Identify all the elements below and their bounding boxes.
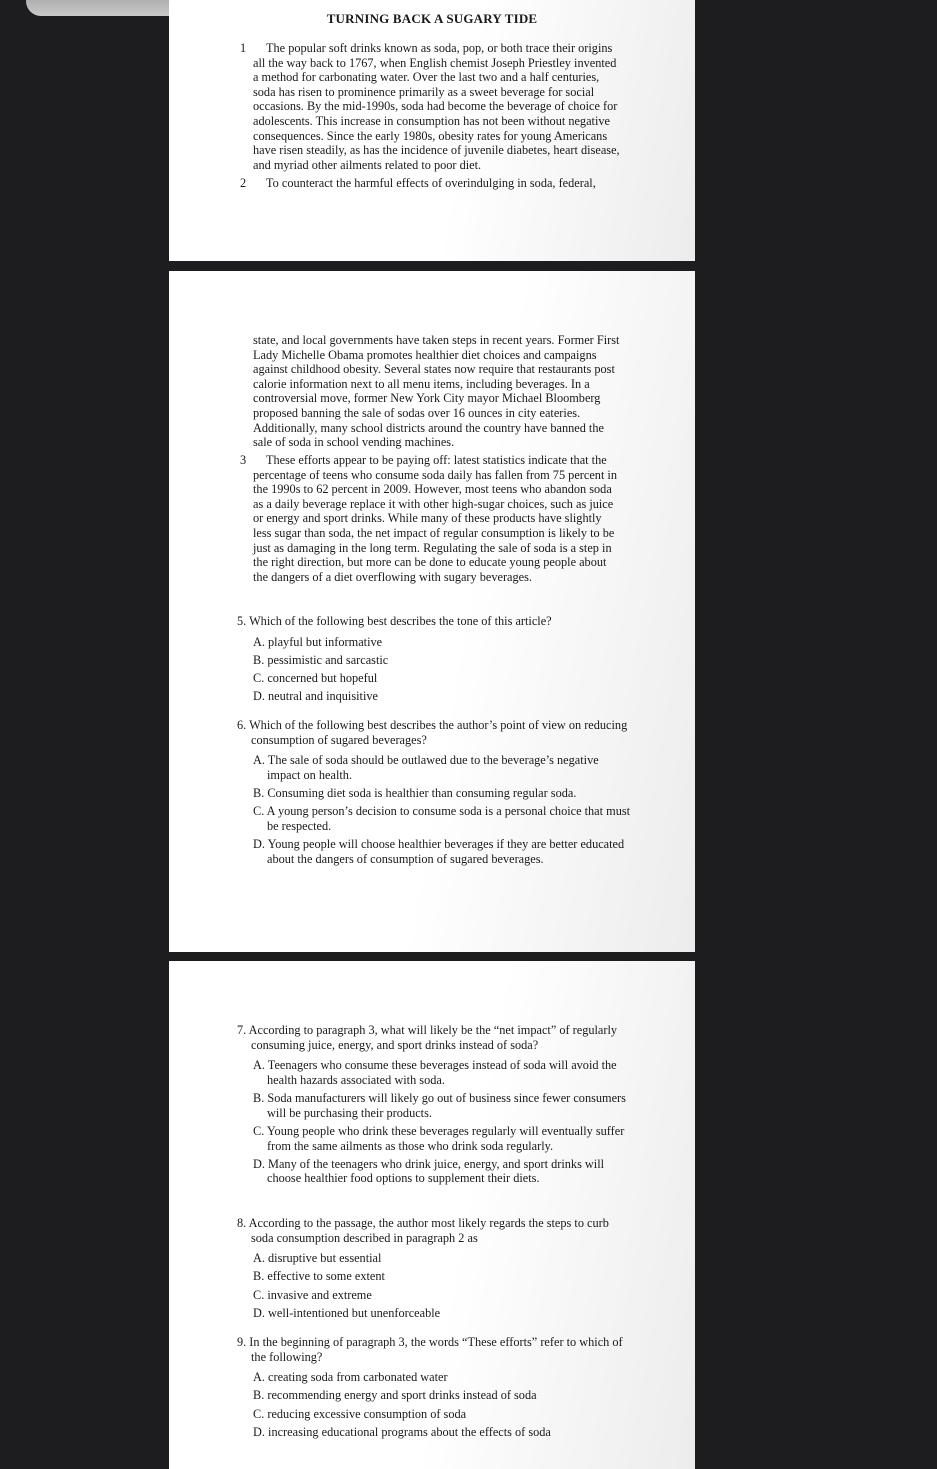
answer-option[interactable]: D. neutral and inquisitive [253,689,378,704]
answer-option[interactable]: B. Consuming diet soda is healthier than consuming regular soda. [253,786,577,801]
answer-option[interactable]: C. A young person’s decision to consume soda is a personal choice that must be respected. [253,804,631,833]
question-stem: 8. According to the passage, the author most likely regards the steps to curb soda consumption described in paragraph 2 as [237,1216,609,1245]
answer-option[interactable]: C. concerned but hopeful [253,671,378,686]
answer-option[interactable]: D. Young people will choose healthier beverages if they are better educated about the dangers of consumption of sugared beverages. [253,837,625,866]
paragraph-1 [240,41,623,172]
paragraph-text: To counteract the harmful effects of overindulging in soda, federal, [266,176,596,190]
paragraph-3 [240,453,623,584]
paragraph-2-continued [253,333,623,450]
answer-option[interactable]: D. Many of the teenagers who drink juice, energy, and sport drinks will choose healthier food options to supplement their diets. [253,1156,605,1186]
question-stem: 6. Which of the following best describes the author’s point of view on reducing consumption of sugared beverages? [237,718,628,747]
answer-option[interactable]: A. disruptive but essential [253,1251,382,1266]
paragraph-number: 3 [240,453,247,467]
answer-option[interactable]: B. Soda manufacturers will likely go out of business since fewer consumers will be purchasing their products. [253,1091,626,1120]
question-stem: 7. According to paragraph 3, what will likely be the “net impact” of regularly consuming juice, energy, and sport drinks instead of soda? [237,1023,618,1052]
answer-option[interactable]: A. creating soda from carbonated water [253,1370,448,1385]
article-title: TURNING BACK A SUGARY TIDE [326,11,538,26]
answer-option[interactable]: D. increasing educational programs about the effects of soda [253,1425,551,1440]
answer-option[interactable]: C. invasive and extreme [253,1287,372,1302]
paragraph-number: 2 [240,176,247,190]
question-5 [237,614,632,708]
question-7 [237,1023,632,1190]
answer-option[interactable]: A. Teenagers who consume these beverages instead of soda will avoid the health hazards associated with soda. [253,1058,617,1087]
paragraph-text: state, and local governments have taken steps in recent years. Former First Lady Michelle Obama promotes healthier diet choices and campaigns against childhood obesity. Several states now require that restaurants post calorie information next to all menu items, including beverages. In a controversial move, former New York City mayor Michael Bloomberg proposed banning the sale of sodas over 16 ounces in city eateries. Additionally, many school districts around the country have banned the sale of soda in school vending machines. [253,333,620,450]
document-page-1 [169,0,695,261]
answer-option[interactable]: C. Young people who drink these beverages regularly will eventually suffer from the same ailments as those who drink soda regularly. [253,1123,625,1153]
answer-option[interactable]: A. The sale of soda should be outlawed due to the beverage’s negative impact on health. [253,753,599,782]
question-8 [237,1216,632,1324]
question-stem: 5. Which of the following best describes the tone of this article? [237,614,552,628]
document-page-2 [169,271,695,952]
answer-option[interactable]: D. well-intentioned but unenforceable [253,1306,441,1321]
question-9 [237,1335,632,1443]
question-6 [237,718,632,870]
answer-option[interactable]: A. playful but informative [253,634,383,649]
answer-option[interactable]: B. effective to some extent [253,1269,385,1284]
answer-option[interactable]: B. recommending energy and sport drinks instead of soda [253,1388,537,1403]
paragraph-text: These efforts appear to be paying off: latest statistics indicate that the percentage of teens who consume soda daily has fallen from 75 percent in the 1990s to 62 percent in 2009. However, most teens who abandon soda as a daily beverage replace it with other high-sugar choices, such as juice or energy and sport drinks. While many of these products have slightly less sugar than soda, the net impact of regular consumption is likely to be just as damaging in the long term. Regulating the sale of soda is a step in the right direction, but more can be done to educate young people about the dangers of a diet overflowing with sugary beverages. [253,453,617,584]
answer-option[interactable]: B. pessimistic and sarcastic [253,652,389,667]
paragraph-number: 1 [240,41,247,55]
paragraph-2-start [240,176,623,191]
document-page-3 [169,961,695,1469]
answer-option[interactable]: C. reducing excessive consumption of soda [253,1406,467,1421]
paragraph-text: The popular soft drinks known as soda, pop, or both trace their origins all the way back to 1767, when English chemist Joseph Priestley invented a method for carbonating water. Over the last two and a half centuries, soda has risen to prominence primarily as a sweet beverage for social occasions. By the mid-1990s, soda had become the beverage of choice for adolescents. This increase in consumption has not been without negative consequences. Since the early 1980s, obesity rates for young Americans have risen steadily, as has the incidence of juvenile diabetes, heart disease, and myriad other ailments related to poor diet. [253,41,620,172]
question-stem: 9. In the beginning of paragraph 3, the words “These efforts” refer to which of the following? [237,1335,623,1364]
